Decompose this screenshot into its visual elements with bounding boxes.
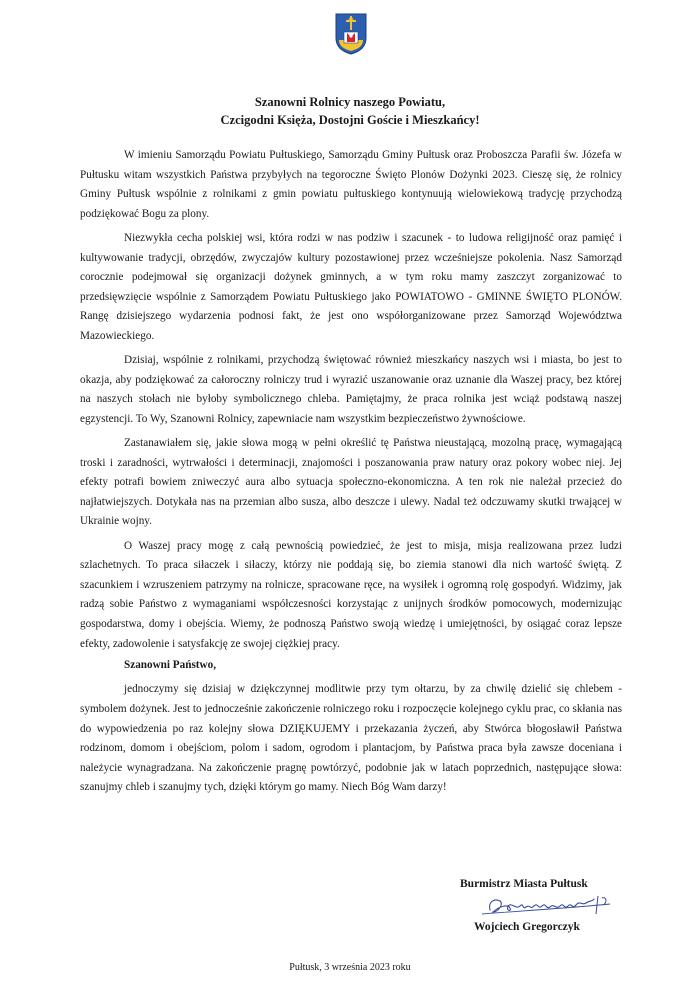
paragraph-2: Niezwykła cecha polskiej wsi, która rodzi w nas podziw i szacunek - to ludowa religijność oraz pamięć i kultywowanie tradycji, obrzędów, zwyczajów kultury pozostawionej przez wcześniejsze pokolenia. Nasz Samorząd corocznie podejmował się organizacji dożynek gminnych, a w tym roku mamy zaszczyt zorganizować to przedsięwzięcie wspólnie z Samorządem Powiatu Pułtuskiego jako POWIATOWO - GMINNE ŚWIĘTO PLONÓW. Rangę dzisiejszego wydarzenia podnosi fakt, że jest ono współorganizowane przez Samorząd Województwa Mazowieckiego. xyxy=(80,231,622,342)
coat-of-arms-icon xyxy=(334,12,368,56)
place-date: Pułtusk, 3 września 2023 roku xyxy=(289,962,411,973)
handwritten-signature xyxy=(460,892,630,918)
letter-body xyxy=(80,146,622,798)
paragraph-3: Dzisiaj, wspólnie z rolnikami, przychodzą świętować również mieszkańcy naszych wsi i miasta, bo jest to okazja, aby podziękować za całoroczny rolniczy trud i wyrazić uszanowanie oraz uznanie dla Waszej pracy, bez której na naszych stołach nie byłoby symbolicznego chleba. Pamiętajmy, że praca rolnika jest wciąż podstawą naszej egzystencji. To Wy, Szanowni Rolnicy, zapewniacie nam wszystkim bezpieczeństwo żywnościowe. xyxy=(80,354,622,425)
greeting-line-1: Szanowni Rolnicy naszego Powiatu, xyxy=(254,95,446,109)
salutation: Szanowni Państwo, xyxy=(124,659,217,672)
paragraph-4: Zastanawiałem się, jakie słowa mogą w pełni określić tę Państwa nieustającą, mozolną pracę, wymagającą troski i zaradności, wytrwałości i determinacji, znajomości i poszanowania praw natury oraz pokory wobec niej. Jej efekty potrafi bowiem zniweczyć aura albo sytuacja społeczno-ekonomiczna. A ten rok nie należał przecież do najłatwiejszych. Dotykała nas na przemian albo susza, albo deszcze i ulewy. Nadal też odczuwamy skutki trwającej w Ukrainie wojny. xyxy=(80,437,622,528)
letter-greeting xyxy=(0,93,700,129)
signature-name: Wojciech Gregorczyk xyxy=(474,921,580,933)
greeting-line-2: Czcigodni Księża, Dostojni Goście i Mieszkańcy! xyxy=(220,113,480,127)
closing-paragraph: jednoczymy się dzisiaj w dziękczynnej modlitwie przy tym ołtarzu, by za chwilę dzielić się chlebem - symbolem dożynek. Jest to jednocześnie zakończenie rolniczego roku i rozpoczęcie kolejnego cyklu prac, co skłania nas do wypowiedzenia po raz kolejny słowa DZIĘKUJEMY i przekazania życzeń, aby Stwórca błogosławił Państwa rodzinom, domom i obejściom, polom i sadom, ogrodom i plantacjom, by Państwa praca była zawsze doceniana i należycie wynagradzana. Na zakończenie pragnę powtórzyć, podobnie jak w latach poprzednich, następujące słowa: szanujmy chleb i szanujmy tych, dzięki którym go mamy. Niech Bóg Wam darzy! xyxy=(80,683,622,794)
signature-title: Burmistrz Miasta Pułtusk xyxy=(460,878,588,890)
signature-block xyxy=(460,876,640,935)
paragraph-5: O Waszej pracy mogę z całą pewnością powiedzieć, że jest to misja, misja realizowana przez ludzi szlachetnych. To praca siłaczek i siłaczy, którzy nie poddają się, bo ziemia stanowi dla nich wartość świętą. Z szacunkiem i wzruszeniem patrzymy na rolnicze, spracowane ręce, na wysiłek i ogromną rolę gospodyń. Widzimy, jak radzą sobie Państwo z wymaganiami współczesności korzystając z unijnych środków pomocowych, modernizując gospodarstwa, domy i obejścia. Wiemy, że podnoszą Państwo swoją wiedzę i umiejętności, by osiągać coraz lepsze efekty, zadowolenie i satysfakcję ze swojej ciężkiej pracy. xyxy=(80,539,622,650)
paragraph-1: W imieniu Samorządu Powiatu Pułtuskiego, Samorządu Gminy Pułtusk oraz Proboszcza Parafii św. Józefa w Pułtusku witam wszystkich Państwa przybyłych na tegoroczne Święto Plonów Dożynki 2023. Cieszę się, że rolnicy Gminy Pułtusk wspólnie z rolnikami z gmin powiatu pułtuskiego kontynuują wielowiekową tradycję przychodzą podziękować Bogu za plony. xyxy=(80,149,622,220)
